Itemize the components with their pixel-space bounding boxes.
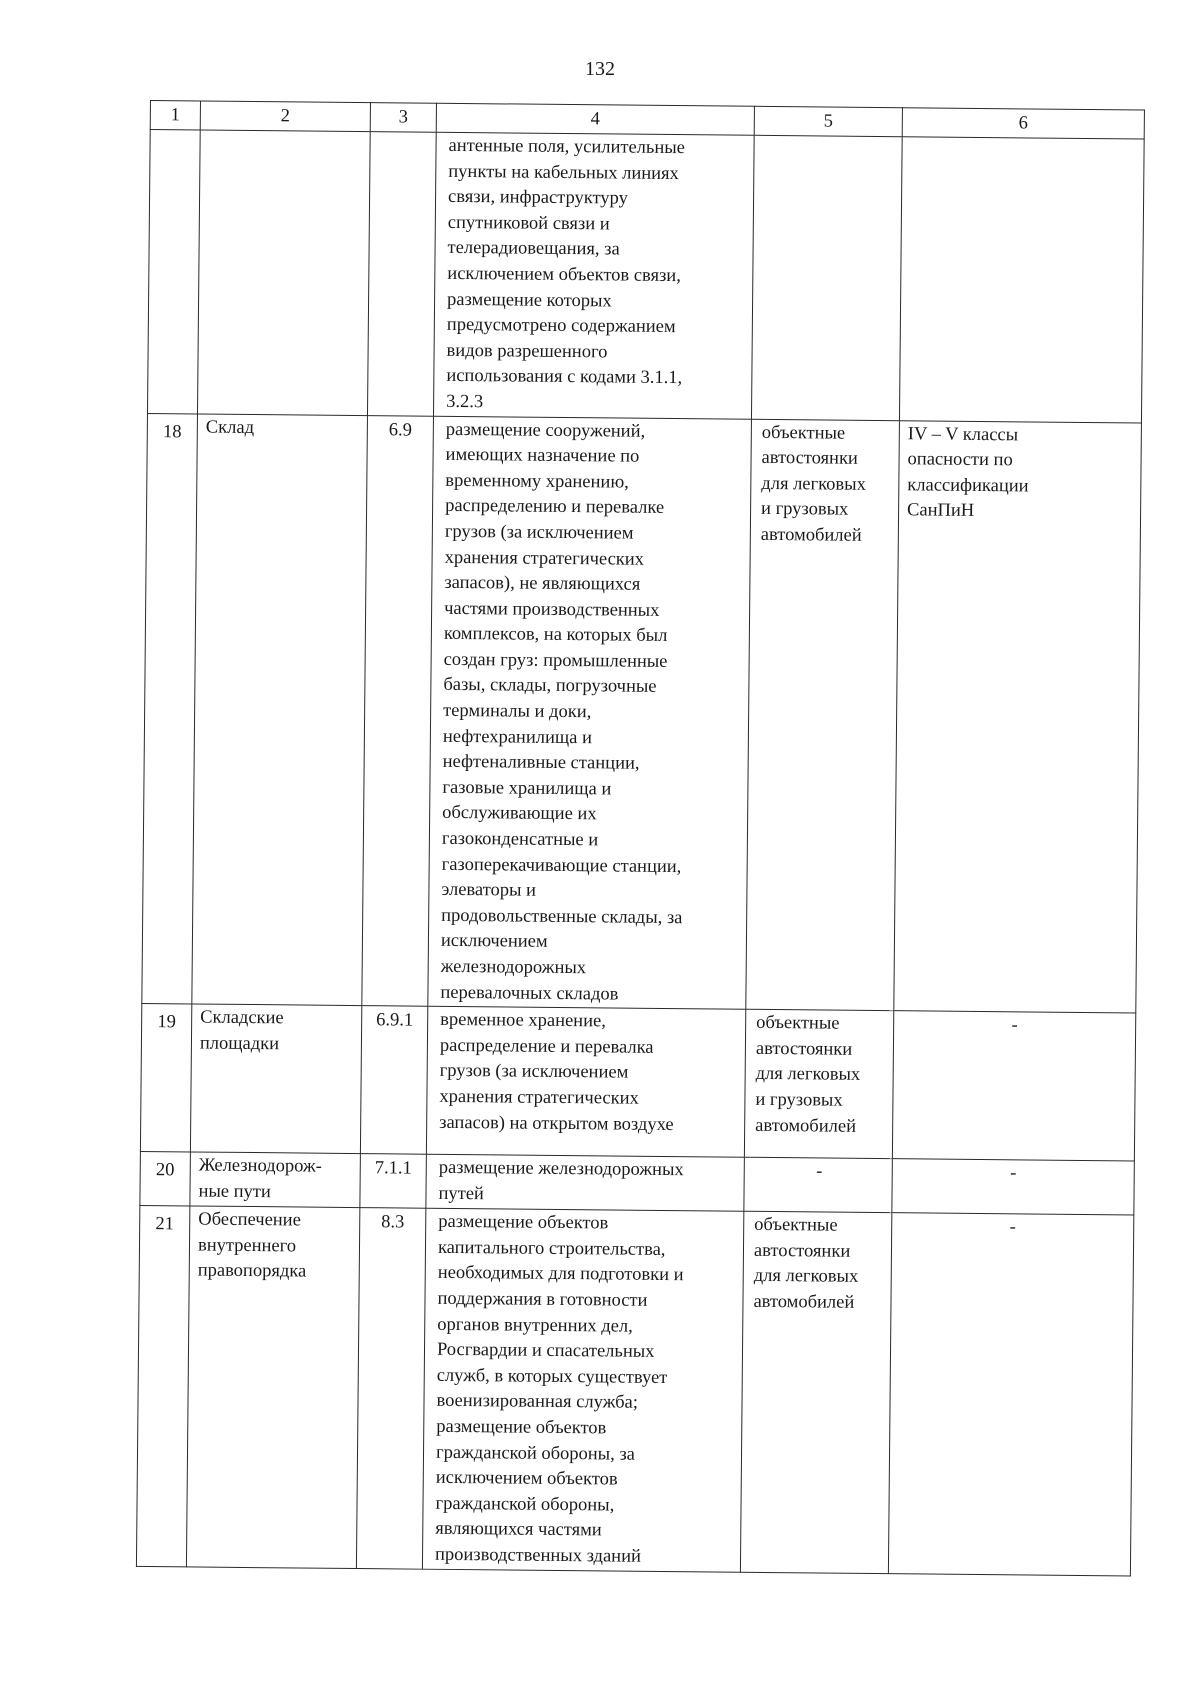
row-name: Складские площадки bbox=[190, 1004, 361, 1154]
row-parking bbox=[751, 135, 902, 420]
document-sheet bbox=[136, 100, 1144, 1576]
row-description: антенные поля, усилительные пункты на кабельных линиях связи, инфраструктуру спутниковой связи и телерадиовещания, за исключением объектов связи, размещение которых предусмотрено содержанием видов разрешенного использования с кодами 3.1.1, 3.2.3 bbox=[433, 132, 754, 419]
row-number: 21 bbox=[136, 1206, 189, 1567]
table-row bbox=[142, 413, 1142, 1013]
row-description: размещение сооружений, имеющих назначение по временному хранению, распределению и перевалке грузов (за исключением хранения стратегических запасов), не являющихся частями производственных комплексов, на которых был создан груз: промышленные базы, склады, погрузочные терминалы и доки, нефтехранилища и нефтеналивные станции, газовые хранилища и обслуживающие их газоконденсатные и газоперекачивающие станции, элеваторы и продовольственные склады, за исключением железнодорожных перевалочных складов bbox=[428, 416, 752, 1010]
row-parking: объектные автостоянки для легковых автомобилей bbox=[740, 1211, 891, 1573]
row-parking: - bbox=[744, 1157, 893, 1212]
row-code: 8.3 bbox=[356, 1208, 425, 1569]
header-col-1: 1 bbox=[150, 101, 200, 130]
row-name: Обеспечение внутреннего правопорядка bbox=[186, 1206, 359, 1568]
header-col-6: 6 bbox=[902, 108, 1144, 139]
table-row bbox=[140, 1152, 1134, 1216]
table-row bbox=[136, 1206, 1133, 1576]
row-hazard bbox=[899, 137, 1144, 423]
row-hazard: - bbox=[892, 1011, 1135, 1161]
row-number: 20 bbox=[140, 1152, 191, 1206]
header-col-5: 5 bbox=[754, 106, 902, 136]
row-description: размещение объектов капитального строительства, необходимых для подготовки и поддержания в готовности органов внутренних дел, Росгвардии и спасательных служб, в которых существует военизированная служба; размещение объектов гражданской обороны, за исключением объектов гражданской обороны, являющихся частями производственных зданий bbox=[422, 1208, 743, 1571]
row-name: Склад bbox=[192, 414, 368, 1006]
page-number: 132 bbox=[585, 58, 615, 80]
row-parking: объектные автостоянки для легковых и грузовых автомобилей bbox=[744, 1009, 893, 1158]
row-code bbox=[367, 132, 436, 416]
header-col-2: 2 bbox=[200, 101, 370, 132]
row-hazard: - bbox=[892, 1159, 1135, 1215]
row-code: 6.9 bbox=[362, 415, 434, 1006]
row-hazard: - bbox=[888, 1213, 1133, 1576]
row-code: 7.1.1 bbox=[360, 1154, 427, 1209]
row-parking: объектные автостоянки для легковых и грузовых автомобилей bbox=[746, 419, 900, 1011]
row-description: временное хранение, распределение и перевалка грузов (за исключением хранения стратегических запасов) на открытом воздухе bbox=[426, 1006, 745, 1157]
row-number: 19 bbox=[140, 1004, 191, 1152]
row-hazard: IV – V классы опасности по классификации СанПиН bbox=[894, 420, 1142, 1013]
row-code: 6.9.1 bbox=[360, 1006, 427, 1155]
row-number: 18 bbox=[142, 413, 198, 1004]
row-name bbox=[197, 130, 370, 415]
row-description: размещение железнодорожных путей bbox=[426, 1154, 745, 1211]
header-col-4: 4 bbox=[436, 103, 754, 135]
header-col-3: 3 bbox=[370, 103, 436, 133]
zoning-table bbox=[136, 100, 1145, 1576]
row-number bbox=[147, 130, 200, 414]
row-name: Железнодорож- ные пути bbox=[190, 1152, 361, 1208]
table-row bbox=[140, 1004, 1135, 1162]
table-row bbox=[147, 130, 1144, 423]
